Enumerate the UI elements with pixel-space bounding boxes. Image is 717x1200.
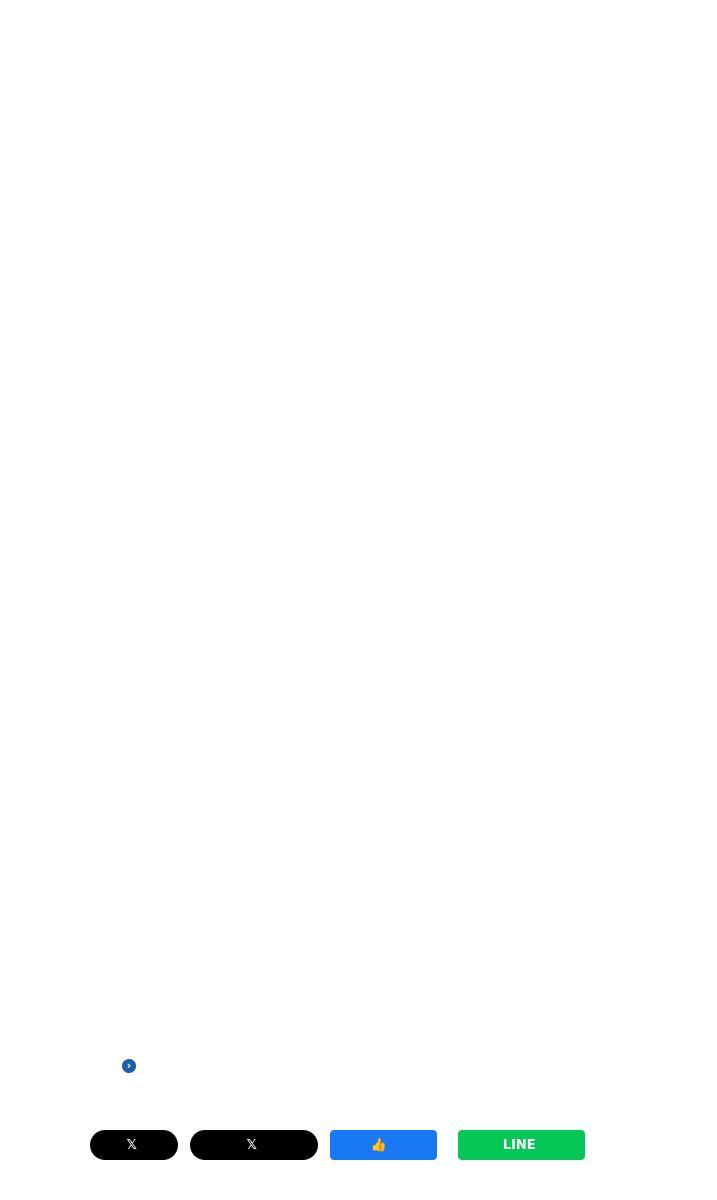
line-icon: LINE	[502, 1137, 541, 1153]
x-icon: 𝕏	[126, 1137, 142, 1153]
x-icon: 𝕏	[246, 1137, 262, 1153]
like-button[interactable]	[330, 1130, 437, 1160]
x-post-button[interactable]	[90, 1130, 178, 1160]
title-row	[0, 38, 717, 82]
amedas-link[interactable]	[122, 1050, 140, 1079]
chevron-right-icon: ›	[122, 1059, 136, 1073]
thumbs-up-icon: 👍	[370, 1137, 392, 1153]
x-follow-button[interactable]	[190, 1130, 318, 1160]
line-add-button[interactable]	[458, 1130, 585, 1160]
